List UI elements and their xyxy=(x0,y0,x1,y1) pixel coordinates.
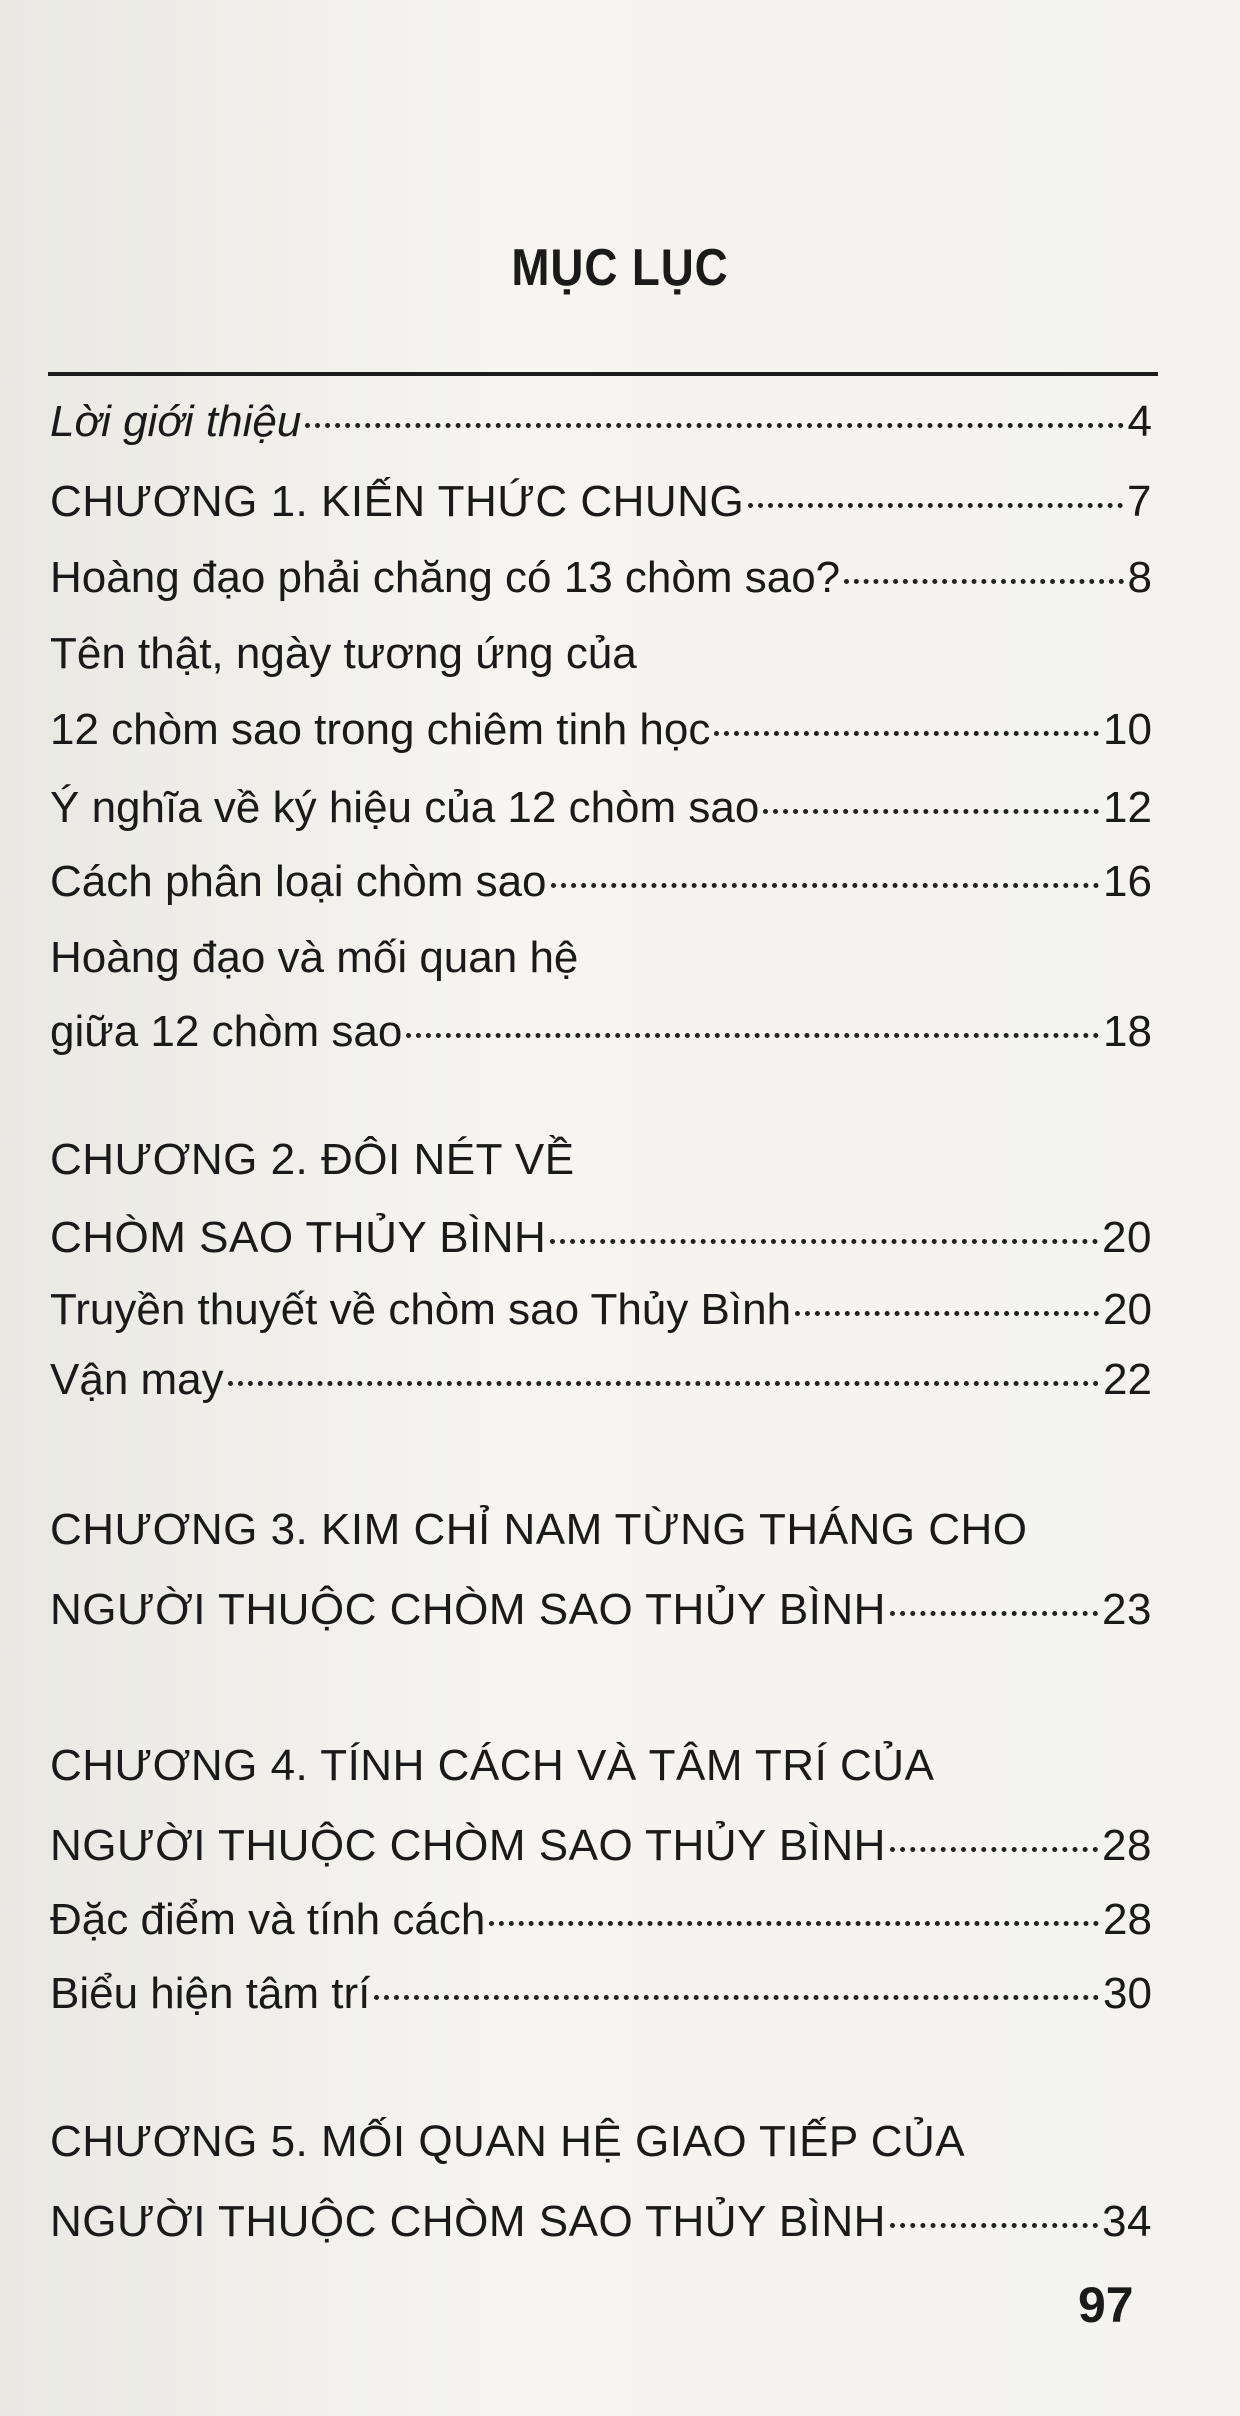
toc-entry xyxy=(50,852,1152,912)
toc-entry-title: NGƯỜI THUỘC CHÒM SAO THỦY BÌNH xyxy=(50,1585,886,1634)
toc-chapter-5-line-1: CHƯƠNG 5. MỐI QUAN HỆ GIAO TIẾP CỦA xyxy=(50,2117,966,2166)
toc-entry-page: 8 xyxy=(1127,553,1152,602)
dot-leader xyxy=(890,2223,1098,2228)
toc-entry xyxy=(50,548,1152,608)
toc-entry-title: 12 chòm sao trong chiêm tinh học xyxy=(50,705,711,754)
toc-entry-title: Hoàng đạo phải chăng có 13 chòm sao? xyxy=(50,553,841,602)
toc-entry-page: 10 xyxy=(1103,705,1152,754)
toc-chapter-4-line-1: CHƯƠNG 4. TÍNH CÁCH VÀ TÂM TRÍ CỦA xyxy=(50,1741,935,1790)
dot-leader xyxy=(551,883,1100,888)
toc-entry-page: 23 xyxy=(1102,1585,1152,1634)
toc-entry-page: 16 xyxy=(1103,857,1152,906)
toc-entry-title: Vận may xyxy=(50,1355,224,1404)
toc-entry-page: 12 xyxy=(1103,783,1152,832)
toc-entry-title: Lời giới thiệu xyxy=(50,397,302,446)
title-divider xyxy=(48,372,1158,376)
toc-entry-page: 28 xyxy=(1102,1821,1152,1870)
dot-leader xyxy=(890,1847,1098,1852)
dot-leader xyxy=(748,503,1123,508)
dot-leader xyxy=(489,1921,1099,1926)
toc-entry-intro xyxy=(50,392,1152,452)
toc-entry xyxy=(50,1002,1152,1062)
toc-entry xyxy=(50,1350,1152,1410)
toc-entry xyxy=(50,778,1152,838)
toc-entry-chapter-2 xyxy=(50,1208,1152,1268)
toc-entry-title: Biểu hiện tâm trí xyxy=(50,1969,371,2018)
dot-leader xyxy=(795,1311,1099,1316)
dot-leader xyxy=(763,809,1099,814)
toc-entry-chapter-1 xyxy=(50,472,1152,532)
dot-leader xyxy=(406,1033,1099,1038)
page-number: 97 xyxy=(1078,2277,1134,2333)
toc-entry-title: Cách phân loại chòm sao xyxy=(50,857,547,906)
toc-entry-chapter-3 xyxy=(50,1580,1152,1640)
dot-leader xyxy=(228,1381,1099,1386)
toc-entry-title: CHƯƠNG 1. KIẾN THỨC CHUNG xyxy=(50,477,745,526)
toc-entry-chapter-5 xyxy=(50,2192,1152,2252)
toc-entry-page: 20 xyxy=(1103,1285,1152,1334)
toc-entry-page: 22 xyxy=(1103,1355,1152,1404)
toc-entry-page: 7 xyxy=(1127,477,1152,526)
toc-entry-page: 18 xyxy=(1103,1007,1152,1056)
dot-leader xyxy=(550,1239,1098,1244)
toc-entry xyxy=(50,1280,1152,1340)
toc-entry-page: 34 xyxy=(1102,2197,1152,2246)
toc-entry-title: giữa 12 chòm sao xyxy=(50,1007,403,1056)
toc-entry-page: 28 xyxy=(1103,1895,1152,1944)
toc-entry-page: 20 xyxy=(1102,1213,1152,1262)
toc-entry xyxy=(50,1964,1152,2024)
toc-chapter-2-line-1: CHƯƠNG 2. ĐÔI NÉT VỀ xyxy=(50,1135,575,1184)
page-title: MỤC LỤC xyxy=(511,239,729,297)
toc-entry xyxy=(50,1890,1152,1950)
dot-leader xyxy=(844,579,1123,584)
toc-entry-title: Đặc điểm và tính cách xyxy=(50,1895,486,1944)
toc-entry-title: NGƯỜI THUỘC CHÒM SAO THỦY BÌNH xyxy=(50,2197,886,2246)
toc-entry-title-line-1: Hoàng đạo và mối quan hệ xyxy=(50,933,579,982)
dot-leader xyxy=(305,423,1123,428)
toc-entry-page: 4 xyxy=(1127,397,1152,446)
toc-chapter-3-line-1: CHƯƠNG 3. KIM CHỈ NAM TỪNG THÁNG CHO xyxy=(50,1505,1028,1554)
toc-entry-chapter-4 xyxy=(50,1816,1152,1876)
toc-entry-title: Truyền thuyết về chòm sao Thủy Bình xyxy=(50,1285,792,1334)
dot-leader xyxy=(890,1611,1098,1616)
toc-entry-title: Ý nghĩa về ký hiệu của 12 chòm sao xyxy=(50,783,760,832)
dot-leader xyxy=(374,1995,1099,2000)
toc-entry-title: NGƯỜI THUỘC CHÒM SAO THỦY BÌNH xyxy=(50,1821,886,1870)
toc-entry-page: 30 xyxy=(1103,1969,1152,2018)
toc-entry-title: CHÒM SAO THỦY BÌNH xyxy=(50,1213,547,1262)
dot-leader xyxy=(714,731,1099,736)
toc-entry xyxy=(50,700,1152,760)
toc-entry-title-line-1: Tên thật, ngày tương ứng của xyxy=(50,629,637,678)
